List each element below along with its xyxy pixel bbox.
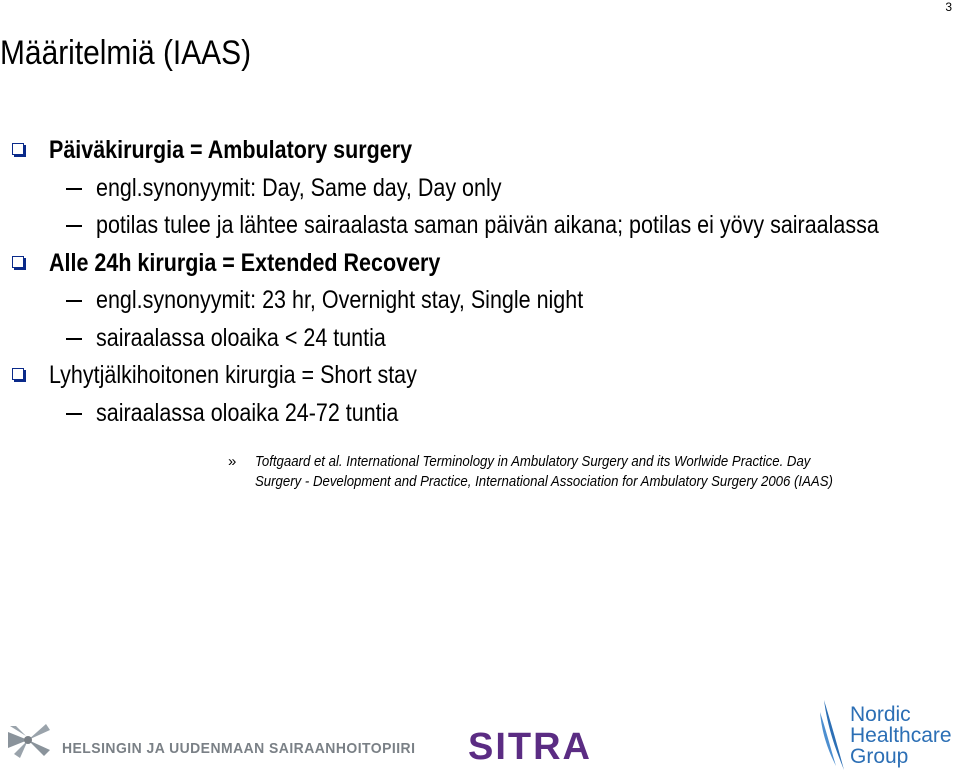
sub-bullet-item [10,321,950,359]
sub-bullet-item [10,283,950,321]
sub-bullet-item [10,396,950,434]
hus-cross-logo-icon [6,720,52,760]
bullet-list [10,133,950,433]
checkbox-bullet-icon [12,143,24,155]
sub-bullet-text: sairaalassa oloaika < 24 tuntia [96,323,386,352]
dash-bullet-icon [66,300,82,302]
reference-marker: » [228,453,237,470]
bullet-text: Lyhytjälkihoitonen kirurgia = Short stay [49,361,417,389]
reference-line-1: Toftgaard et al. International Terminology in Ambulatory Surgery and its Worlwide Practice. Day [255,453,811,470]
sitra-logo [468,728,606,764]
reference-line-2: Surgery - Development and Practice, International Association for Ambulatory Surgery 2006 (IAAS) [255,473,833,490]
dash-bullet-icon [66,338,82,340]
sub-bullet-item [10,208,950,246]
sub-bullet-text: potilas tulee ja lähtee sairaalasta saman päivän aikana; potilas ei yövy sairaalassa [96,211,879,239]
slide-title: Määritelmiä (IAAS) [0,34,252,72]
dash-bullet-icon [66,225,82,227]
checkbox-bullet-icon [12,256,24,268]
footer-logos [0,690,960,777]
nordic-line-1: Nordic [850,703,911,726]
nordic-line-3: Group [850,745,909,768]
checkbox-bullet-icon [12,368,24,380]
nordic-line-2: Healthcare [850,724,952,747]
bullet-item [10,246,950,284]
sub-bullet-text: sairaalassa oloaika 24-72 tuntia [96,398,399,427]
sub-bullet-text: engl.synonyymit: Day, Same day, Day only [96,173,502,202]
sub-bullet-item [10,171,950,209]
bullet-text: Alle 24h kirurgia = Extended Recovery [49,248,441,277]
bullet-item [10,133,950,171]
bullet-text: Päiväkirurgia = Ambulatory surgery [49,136,413,164]
hus-organization-name: HELSINGIN JA UUDENMAAN SAIRAANHOITOPIIRI [62,740,416,757]
dash-bullet-icon [66,188,82,190]
sub-bullet-text: engl.synonyymit: 23 hr, Overnight stay, Single night [96,286,584,314]
nordic-swoosh-logo-icon [818,696,848,774]
dash-bullet-icon [66,413,82,415]
nordic-healthcare-group-name [850,704,952,767]
sitra-logo-text: SITRA [468,728,592,764]
bullet-item [10,358,950,396]
page-number: 3 [945,0,952,14]
reference-citation [228,452,948,492]
